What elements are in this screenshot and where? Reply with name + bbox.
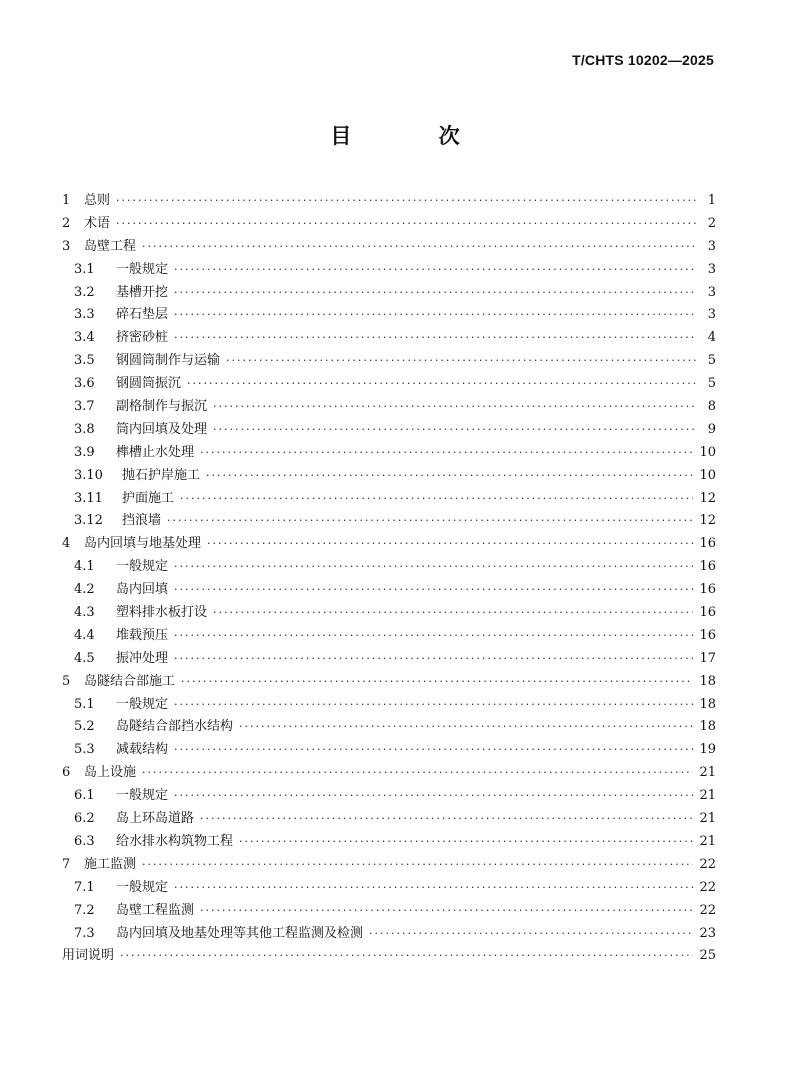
toc-leader-dots xyxy=(174,625,693,648)
toc-entry[interactable] xyxy=(62,900,716,923)
toc-entry-label: 挤密砂桩 xyxy=(116,330,169,346)
toc-entry-label: 抛石护岸施工 xyxy=(122,467,201,483)
toc-entry-number: 4.4 xyxy=(74,627,95,643)
toc-entry-number: 2 xyxy=(62,215,71,231)
toc-entry-page: 3 xyxy=(707,261,716,277)
toc-leader-dots xyxy=(239,716,693,739)
toc-entry-number: 3.3 xyxy=(74,307,95,323)
toc-entry-label: 钢圆筒制作与运输 xyxy=(116,353,221,369)
toc-entry-label: 岛隧结合部施工 xyxy=(84,673,176,689)
toc-entry[interactable] xyxy=(62,442,716,465)
toc-entry-page: 16 xyxy=(699,582,716,598)
toc-leader-dots xyxy=(213,602,693,625)
toc-entry-page: 18 xyxy=(699,696,716,712)
toc-leader-dots xyxy=(142,854,693,877)
toc-entry-number: 4 xyxy=(62,536,71,552)
toc-entry[interactable] xyxy=(62,671,716,694)
toc-entry[interactable] xyxy=(62,556,716,579)
toc-entry-label: 基槽开挖 xyxy=(116,284,169,300)
toc-leader-dots xyxy=(207,533,693,556)
toc-entry-number: 3.6 xyxy=(74,376,95,392)
toc-entry[interactable] xyxy=(62,419,716,442)
toc-entry-label: 振冲处理 xyxy=(116,650,169,666)
toc-entry-page: 4 xyxy=(707,330,716,346)
toc-entry[interactable] xyxy=(62,350,716,373)
toc-entry[interactable] xyxy=(62,808,716,831)
toc-entry-number: 5.3 xyxy=(74,742,95,758)
toc-leader-dots xyxy=(239,831,693,854)
toc-leader-dots xyxy=(200,808,693,831)
toc-entry-label: 筒内回填及处理 xyxy=(116,421,208,437)
toc-entry-label: 堆载预压 xyxy=(116,627,169,643)
toc-entry[interactable] xyxy=(62,625,716,648)
toc-entry-number: 6.3 xyxy=(74,833,95,849)
toc-entry-label: 岛内回填及地基处理等其他工程监测及检测 xyxy=(116,925,364,941)
toc-entry-number: 4.1 xyxy=(74,559,95,575)
toc-leader-dots xyxy=(142,236,696,259)
toc-entry-page: 12 xyxy=(699,513,716,529)
standard-code: T/CHTS 10202—2025 xyxy=(572,52,714,68)
toc-entry-page: 16 xyxy=(699,559,716,575)
toc-entry-label: 施工监测 xyxy=(84,856,137,872)
toc-entry[interactable] xyxy=(62,739,716,762)
toc-leader-dots xyxy=(174,282,696,305)
toc-entry[interactable] xyxy=(62,304,716,327)
page-title: 目 次 xyxy=(330,124,500,148)
toc-entry-number: 6 xyxy=(62,765,71,781)
toc-entry-number: 7.1 xyxy=(74,879,95,895)
toc-leader-dots xyxy=(174,877,693,900)
toc-entry[interactable] xyxy=(62,602,716,625)
toc-entry[interactable] xyxy=(62,831,716,854)
toc-entry-page: 5 xyxy=(707,353,716,369)
toc-entry-number: 3.10 xyxy=(74,467,103,483)
toc-entry-page: 16 xyxy=(699,605,716,621)
toc-entry-label: 一般规定 xyxy=(116,696,169,712)
toc-entry-number: 3.2 xyxy=(74,284,95,300)
toc-entry-label: 一般规定 xyxy=(116,559,169,575)
toc-leader-dots xyxy=(120,945,693,968)
toc-entry-page: 25 xyxy=(699,948,716,964)
toc-entry[interactable] xyxy=(62,923,716,946)
toc-entry-label: 副格制作与振沉 xyxy=(116,399,208,415)
toc-entry[interactable] xyxy=(62,327,716,350)
toc-entry[interactable] xyxy=(62,694,716,717)
toc-entry-page: 22 xyxy=(699,856,716,872)
toc-leader-dots xyxy=(181,671,693,694)
toc-leader-dots xyxy=(142,762,693,785)
toc-leader-dots xyxy=(174,694,693,717)
toc-entry-page: 17 xyxy=(699,650,716,666)
toc-entry-page: 22 xyxy=(699,879,716,895)
toc-leader-dots xyxy=(116,213,696,236)
toc-entry[interactable] xyxy=(62,488,716,511)
toc-entry-page: 8 xyxy=(707,399,716,415)
toc-entry-label: 塑料排水板打设 xyxy=(116,605,208,621)
toc-leader-dots xyxy=(174,556,693,579)
toc-entry-number: 3.4 xyxy=(74,330,95,346)
toc-entry-label: 岛内回填 xyxy=(116,582,169,598)
toc-leader-dots xyxy=(174,304,696,327)
toc-entry-label: 岛内回填与地基处理 xyxy=(84,536,202,552)
toc-entry-label: 岛隧结合部挡水结构 xyxy=(116,719,234,735)
toc-entry[interactable] xyxy=(62,213,716,236)
toc-entry-page: 5 xyxy=(707,376,716,392)
toc-entry-label: 给水排水构筑物工程 xyxy=(116,833,234,849)
toc-entry-number: 5.1 xyxy=(74,696,95,712)
toc-entry-number: 3.9 xyxy=(74,444,95,460)
toc-entry-page: 2 xyxy=(707,215,716,231)
toc-entry-page: 10 xyxy=(699,467,716,483)
toc-entry[interactable] xyxy=(62,785,716,808)
toc-entry-label: 岛上环岛道路 xyxy=(116,811,195,827)
toc-leader-dots xyxy=(174,259,696,282)
toc-leader-dots xyxy=(180,488,693,511)
toc-entry-page: 21 xyxy=(699,811,716,827)
toc-entry-page: 22 xyxy=(699,902,716,918)
toc-entry-number: 4.2 xyxy=(74,582,95,598)
toc-entry-label: 护面施工 xyxy=(122,490,175,506)
toc-entry-page: 12 xyxy=(699,490,716,506)
toc-entry-label: 用词说明 xyxy=(62,948,115,964)
toc-leader-dots xyxy=(369,923,693,946)
toc-entry-label: 岛壁工程监测 xyxy=(116,902,195,918)
toc-leader-dots xyxy=(174,648,693,671)
toc-entry-number: 3.8 xyxy=(74,421,95,437)
toc-entry-page: 21 xyxy=(699,788,716,804)
toc-entry-label: 一般规定 xyxy=(116,788,169,804)
toc-entry-label: 碎石垫层 xyxy=(116,307,169,323)
toc-leader-dots xyxy=(116,190,696,213)
toc-leader-dots xyxy=(174,739,693,762)
toc-entry-label: 岛壁工程 xyxy=(84,238,137,254)
toc-entry-page: 3 xyxy=(707,307,716,323)
toc-entry[interactable] xyxy=(62,373,716,396)
toc-entry-label: 减载结构 xyxy=(116,742,169,758)
toc-leader-dots xyxy=(200,442,693,465)
toc-entry-label: 一般规定 xyxy=(116,879,169,895)
toc-entry[interactable] xyxy=(62,762,716,785)
toc-entry-number: 6.2 xyxy=(74,811,95,827)
toc-entry[interactable] xyxy=(62,190,716,213)
toc-leader-dots xyxy=(213,396,696,419)
toc-entry-label: 总则 xyxy=(84,193,111,208)
toc-entry-number: 7.3 xyxy=(74,925,95,941)
toc-entry-number: 7 xyxy=(62,856,71,872)
toc-entry-page: 16 xyxy=(699,627,716,643)
toc-entry[interactable] xyxy=(62,465,716,488)
toc-entry-label: 岛上设施 xyxy=(84,765,137,781)
toc-entry-number: 3.11 xyxy=(74,490,103,506)
toc-leader-dots xyxy=(226,350,696,373)
toc-entry[interactable] xyxy=(62,282,716,305)
toc-entry-page: 21 xyxy=(699,765,716,781)
toc-entry-number: 7.2 xyxy=(74,902,95,918)
toc-entry-page: 19 xyxy=(699,742,716,758)
toc-entry-page: 21 xyxy=(699,833,716,849)
toc-entry[interactable] xyxy=(62,396,716,419)
toc-entry-number: 4.5 xyxy=(74,650,95,666)
toc-leader-dots xyxy=(174,579,693,602)
toc-entry[interactable] xyxy=(62,854,716,877)
toc-entry[interactable] xyxy=(62,533,716,556)
toc-leader-dots xyxy=(213,419,696,442)
toc-leader-dots xyxy=(206,465,693,488)
toc-entry-page: 9 xyxy=(707,421,716,437)
toc-entry-label: 钢圆筒振沉 xyxy=(116,376,182,392)
toc-leader-dots xyxy=(187,373,696,396)
toc-entry-number: 3.1 xyxy=(74,261,95,277)
toc-entry-page: 18 xyxy=(699,719,716,735)
toc-entry-page: 23 xyxy=(699,925,716,941)
toc-entry-page: 18 xyxy=(699,673,716,689)
toc-leader-dots xyxy=(200,900,693,923)
toc-entry[interactable] xyxy=(62,236,716,259)
toc-entry-number: 3.12 xyxy=(74,513,103,529)
toc-entry[interactable] xyxy=(62,877,716,900)
toc-entry-label: 榫槽止水处理 xyxy=(116,444,195,460)
toc-entry-number: 3.5 xyxy=(74,353,95,369)
toc-entry[interactable] xyxy=(62,648,716,671)
toc-entry-number: 5 xyxy=(62,673,71,689)
toc-entry[interactable] xyxy=(62,579,716,602)
toc-entry[interactable] xyxy=(62,510,716,533)
toc-entry-number: 3 xyxy=(62,238,71,254)
toc-entry-page: 3 xyxy=(707,238,716,254)
toc-entry-label: 术语 xyxy=(84,215,111,231)
toc-entry-number: 4.3 xyxy=(74,605,95,621)
toc-entry-number: 5.2 xyxy=(74,719,95,735)
toc-entry-page: 1 xyxy=(707,193,716,208)
toc-entry-number: 1 xyxy=(62,193,71,208)
toc-entry-page: 16 xyxy=(699,536,716,552)
toc-leader-dots xyxy=(174,785,693,808)
toc-entry-label: 一般规定 xyxy=(116,261,169,277)
toc-entry-page: 3 xyxy=(707,284,716,300)
toc-entry[interactable] xyxy=(62,945,716,968)
toc-entry[interactable] xyxy=(62,716,716,739)
table-of-contents xyxy=(62,190,716,968)
toc-entry-number: 6.1 xyxy=(74,788,95,804)
toc-entry-page: 10 xyxy=(699,444,716,460)
toc-entry-number: 3.7 xyxy=(74,399,95,415)
toc-entry[interactable] xyxy=(62,259,716,282)
toc-entry-label: 挡浪墙 xyxy=(122,513,162,529)
toc-leader-dots xyxy=(167,510,693,533)
toc-leader-dots xyxy=(174,327,696,350)
